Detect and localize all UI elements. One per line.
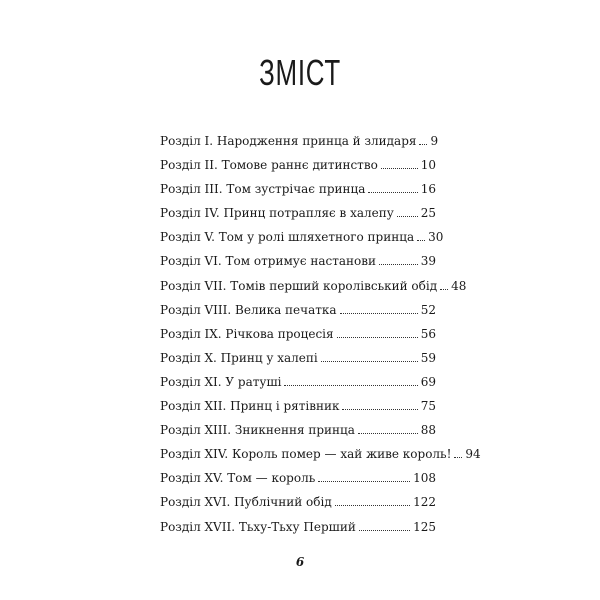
toc-dot-leader [397,216,418,217]
toc-dot-leader [318,481,410,482]
toc-entry-page: 9 [430,134,439,148]
toc-dot-leader [321,361,418,362]
toc-dot-leader [381,168,418,169]
toc-dot-leader [335,505,410,506]
toc-entry [160,278,467,303]
toc-entry-page: 56 [420,326,436,341]
toc-entry [160,158,436,182]
toc-dot-leader [342,409,417,410]
toc-entry [160,351,436,375]
toc-entry [160,520,436,544]
toc-entry-title: Розділ XVII. Тьху-Тьху Перший [160,519,356,534]
toc-entry-title: Розділ X. Принц у халепі [160,350,318,365]
toc-entry-page: 125 [413,519,436,534]
toc-entry [160,254,436,278]
toc-entry [160,375,436,399]
toc-entry-title: Розділ I. Народження принца й злидаря [160,134,417,148]
toc-entry-page: 69 [420,374,436,389]
toc-entry-page: 10 [420,158,436,173]
toc-dot-leader [284,385,417,386]
toc-entry-title: Розділ VIII. Велика печатка [160,302,337,317]
toc-entry [160,495,436,519]
toc-entry-page: 16 [420,182,436,197]
toc-entry [160,230,444,254]
toc-entry [160,206,436,230]
toc-entry [160,447,481,471]
toc-entry-page: 39 [420,254,436,269]
toc-entry-title: Розділ XIV. Король помер — хай живе король! [160,447,452,462]
toc-entry-title: Розділ IX. Річкова процесія [160,326,334,341]
toc-entry-page: 30 [428,230,444,245]
toc-entry-title: Розділ VII. Томів перший королівський обід [160,278,438,293]
page-number: 6 [295,555,305,569]
toc-entry [160,182,436,206]
toc-dot-leader [337,337,418,338]
toc-entry-page: 48 [451,278,467,293]
table-of-contents [160,134,481,544]
toc-entry-title: Розділ XIII. Зникнення принца [160,423,355,438]
toc-entry [160,327,436,351]
toc-dot-leader [419,144,427,145]
toc-entry-page: 52 [420,302,436,317]
toc-entry [160,423,436,447]
toc-entry-title: Розділ III. Том зустрічає принца [160,182,366,197]
toc-dot-leader [417,240,425,241]
toc-entry-title: Розділ V. Том у ролі шляхетного принца [160,230,415,245]
toc-entry-page: 25 [420,206,436,221]
toc-entry-page: 94 [465,447,481,462]
page-title: ЗМІСТ [259,52,341,93]
toc-entry-title: Розділ XV. Том — король [160,471,316,486]
toc-entry-title: Розділ XVI. Публічний обід [160,495,332,510]
toc-entry-page: 108 [413,471,436,486]
toc-entry-title: Розділ VI. Том отримує настанови [160,254,377,269]
toc-dot-leader [340,313,418,314]
toc-entry [160,303,436,327]
toc-entry-title: Розділ XI. У ратуші [160,374,282,389]
toc-dot-leader [368,192,417,193]
toc-entry-title: Розділ XII. Принц і рятівник [160,399,340,414]
toc-dot-leader [440,289,448,290]
toc-entry [160,471,436,495]
toc-dot-leader [359,530,410,531]
toc-entry-title: Розділ IV. Принц потрапляє в халепу [160,206,394,221]
toc-dot-leader [379,264,418,265]
toc-entry-page: 88 [420,423,436,438]
toc-entry-page: 59 [420,350,436,365]
toc-entry [160,399,436,423]
toc-entry-title: Розділ II. Томове раннє дитинство [160,158,378,173]
toc-entry-page: 122 [413,495,436,510]
toc-dot-leader [358,433,418,434]
toc-entry-page: 75 [420,399,436,414]
toc-entry [160,134,439,158]
toc-dot-leader [454,457,462,458]
